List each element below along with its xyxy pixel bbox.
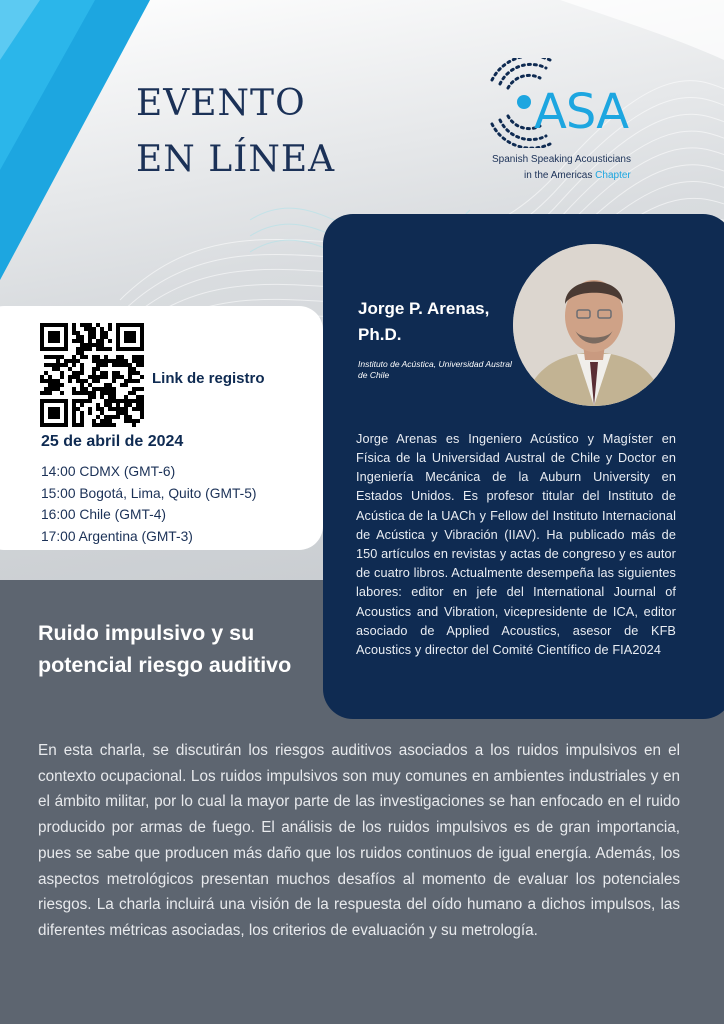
event-title-line2: EN LÍNEA	[136, 139, 336, 180]
event-title	[136, 76, 335, 188]
speaker-affiliation: Instituto de Acústica, Universidad Austral de Chile	[358, 359, 512, 380]
registration-link[interactable]: Link de registro	[152, 370, 265, 387]
registration-card	[0, 306, 323, 550]
logo-subtitle-line1: Spanish Speaking Acousticians	[492, 154, 631, 165]
logo-subtitle-region: in the Americas	[524, 170, 593, 181]
asa-logo	[486, 58, 686, 188]
event-title-line1: EVENTO	[136, 83, 306, 124]
talk-title: Ruido impulsivo y su potencial riesgo auditivo	[38, 621, 292, 677]
logo-wordmark: ASA	[534, 84, 629, 140]
speaker-name: Jorge P. Arenas, Ph.D.	[358, 299, 490, 344]
time-chile: 16:00 Chile (GMT-4)	[41, 507, 166, 522]
time-bogota-lima-quito: 15:00 Bogotá, Lima, Quito (GMT-5)	[41, 485, 257, 501]
talk-abstract: En esta charla, se discutirán los riesgos auditivos asociados a los ruidos impulsivos en el contexto ocupacional. Los ruidos impulsivos son muy comunes en ambientes industriales y en el ámbito militar, por lo cual la mayor parte de las investigaciones se han enfocado en el ruido producido por armas de fuego. El análisis de los ruidos impulsivos es de gran importancia, pues se sabe que producen más daño que los ruidos continuos de igual energía. Además, los aspectos metrológicos presentan muchos desafíos al momento de evaluar los potenciales riesgos. La charla incluirá una visión de la respuesta del oído humano a dichos impulsos, las diferentes métricas asociadas, los criterios de evaluación y su metrología.	[38, 742, 680, 939]
speaker-bio: Jorge Arenas es Ingeniero Acústico y Magíster en Física de la Universidad Austral de Chile y Doctor en Ingeniería Mecánica de la Auburn University en Estados Unidos. Es profesor titular del Instituto de Acústica de la UACh y Fellow del Instituto Internacional de Acústica y Vibración (IIAV). Ha publicado más de 150 artículos en revistas y actas de congreso y es autor de cuatro libros. Actualmente desempeña las siguientes labores: editor en jefe del International Journal of Acoustics and Vibration, vicepresidente de ICA, editor asociado de Applied Acoustics, asesor de KFB Acoustics y director del Comité Científico de FIA2024	[356, 431, 676, 657]
logo-subtitle-line2	[524, 170, 631, 181]
event-times-list	[41, 461, 256, 547]
speaker-photo	[513, 244, 675, 406]
logo-subtitle-chapter: Chapter	[595, 170, 631, 181]
event-date: 25 de abril de 2024	[41, 433, 184, 450]
time-argentina: 17:00 Argentina (GMT-3)	[41, 528, 193, 544]
time-cdmx: 14:00 CDMX (GMT-6)	[41, 464, 176, 479]
registration-qr-code[interactable]	[40, 323, 144, 427]
speaker-portrait-image	[513, 244, 675, 406]
speaker-card	[323, 214, 724, 719]
